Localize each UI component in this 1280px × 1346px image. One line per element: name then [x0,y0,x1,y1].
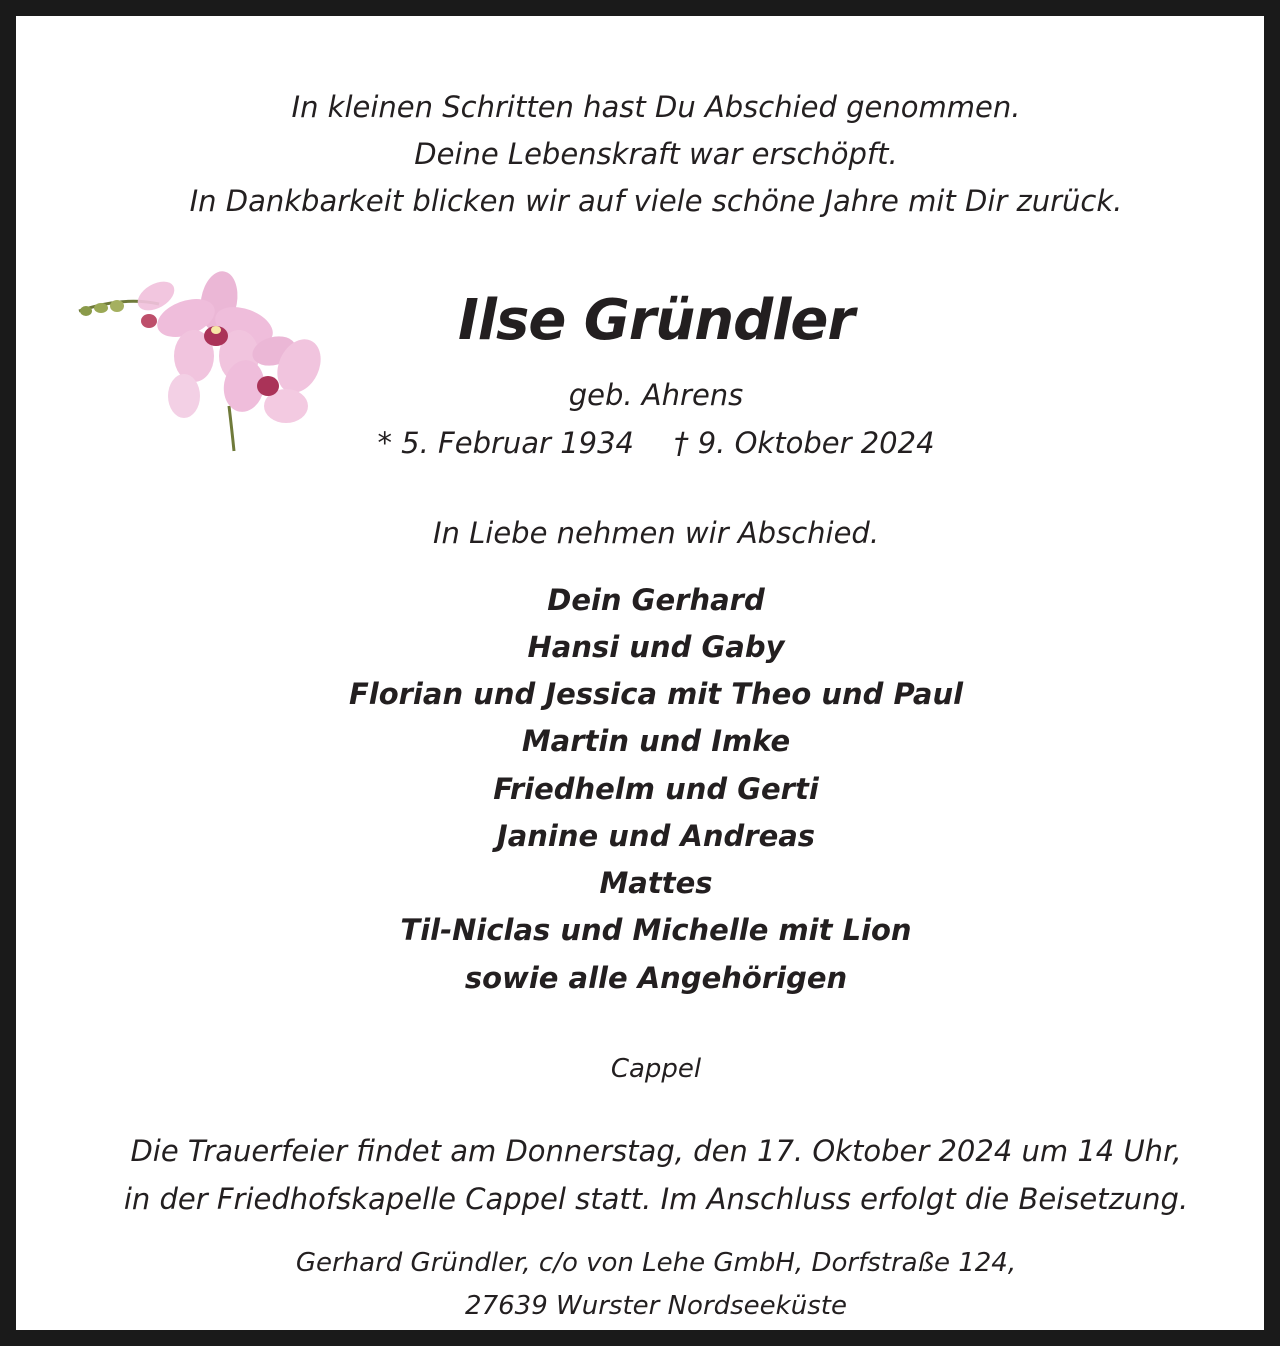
mourner-line: Janine und Andreas [496,819,816,853]
life-dates [16,426,1280,460]
mourner-line: Florian und Jessica mit Theo und Paul [348,677,964,711]
mourner-line: Til-Niclas und Michelle mit Lion [400,913,912,947]
address-line-1: Gerhard Gründler, c/o von Lehe GmbH, Dorfstraße 124, [295,1248,1017,1278]
verse-line-3: In Dankbarkeit blicken wir auf viele schöne Jahre mit Dir zurück. [189,184,1123,218]
deceased-name: Ilse Gründler [457,288,855,353]
mourner-line: sowie alle Angehörigen [464,961,848,995]
verse-line-1: In kleinen Schritten hast Du Abschied genommen. [291,90,1021,124]
farewell-text: In Liebe nehmen wir Abschied. [432,516,880,550]
birth-name: geb. Ahrens [568,378,744,412]
service-line-1: Die Trauerfeier findet am Donnerstag, den 17. Oktober 2024 um 14 Uhr, [130,1134,1182,1168]
address-line-2: 27639 Wurster Nordseeküste [465,1291,847,1321]
birth-date: * 5. Februar 1934 [377,426,634,460]
place-name: Cappel [610,1054,702,1084]
mourner-line: Mattes [599,866,713,900]
service-line-2: in der Friedhofskapelle Cappel statt. Im Anschluss erfolgt die Beisetzung. [123,1182,1189,1216]
death-date: † 9. Oktober 2024 [674,426,935,460]
verse-line-2: Deine Lebenskraft war erschöpft. [414,137,898,171]
mourner-line: Dein Gerhard [547,583,765,617]
mourner-line: Hansi und Gaby [527,630,785,664]
mourner-line: Friedhelm und Gerti [493,772,819,806]
mourner-line: Martin und Imke [521,724,791,758]
